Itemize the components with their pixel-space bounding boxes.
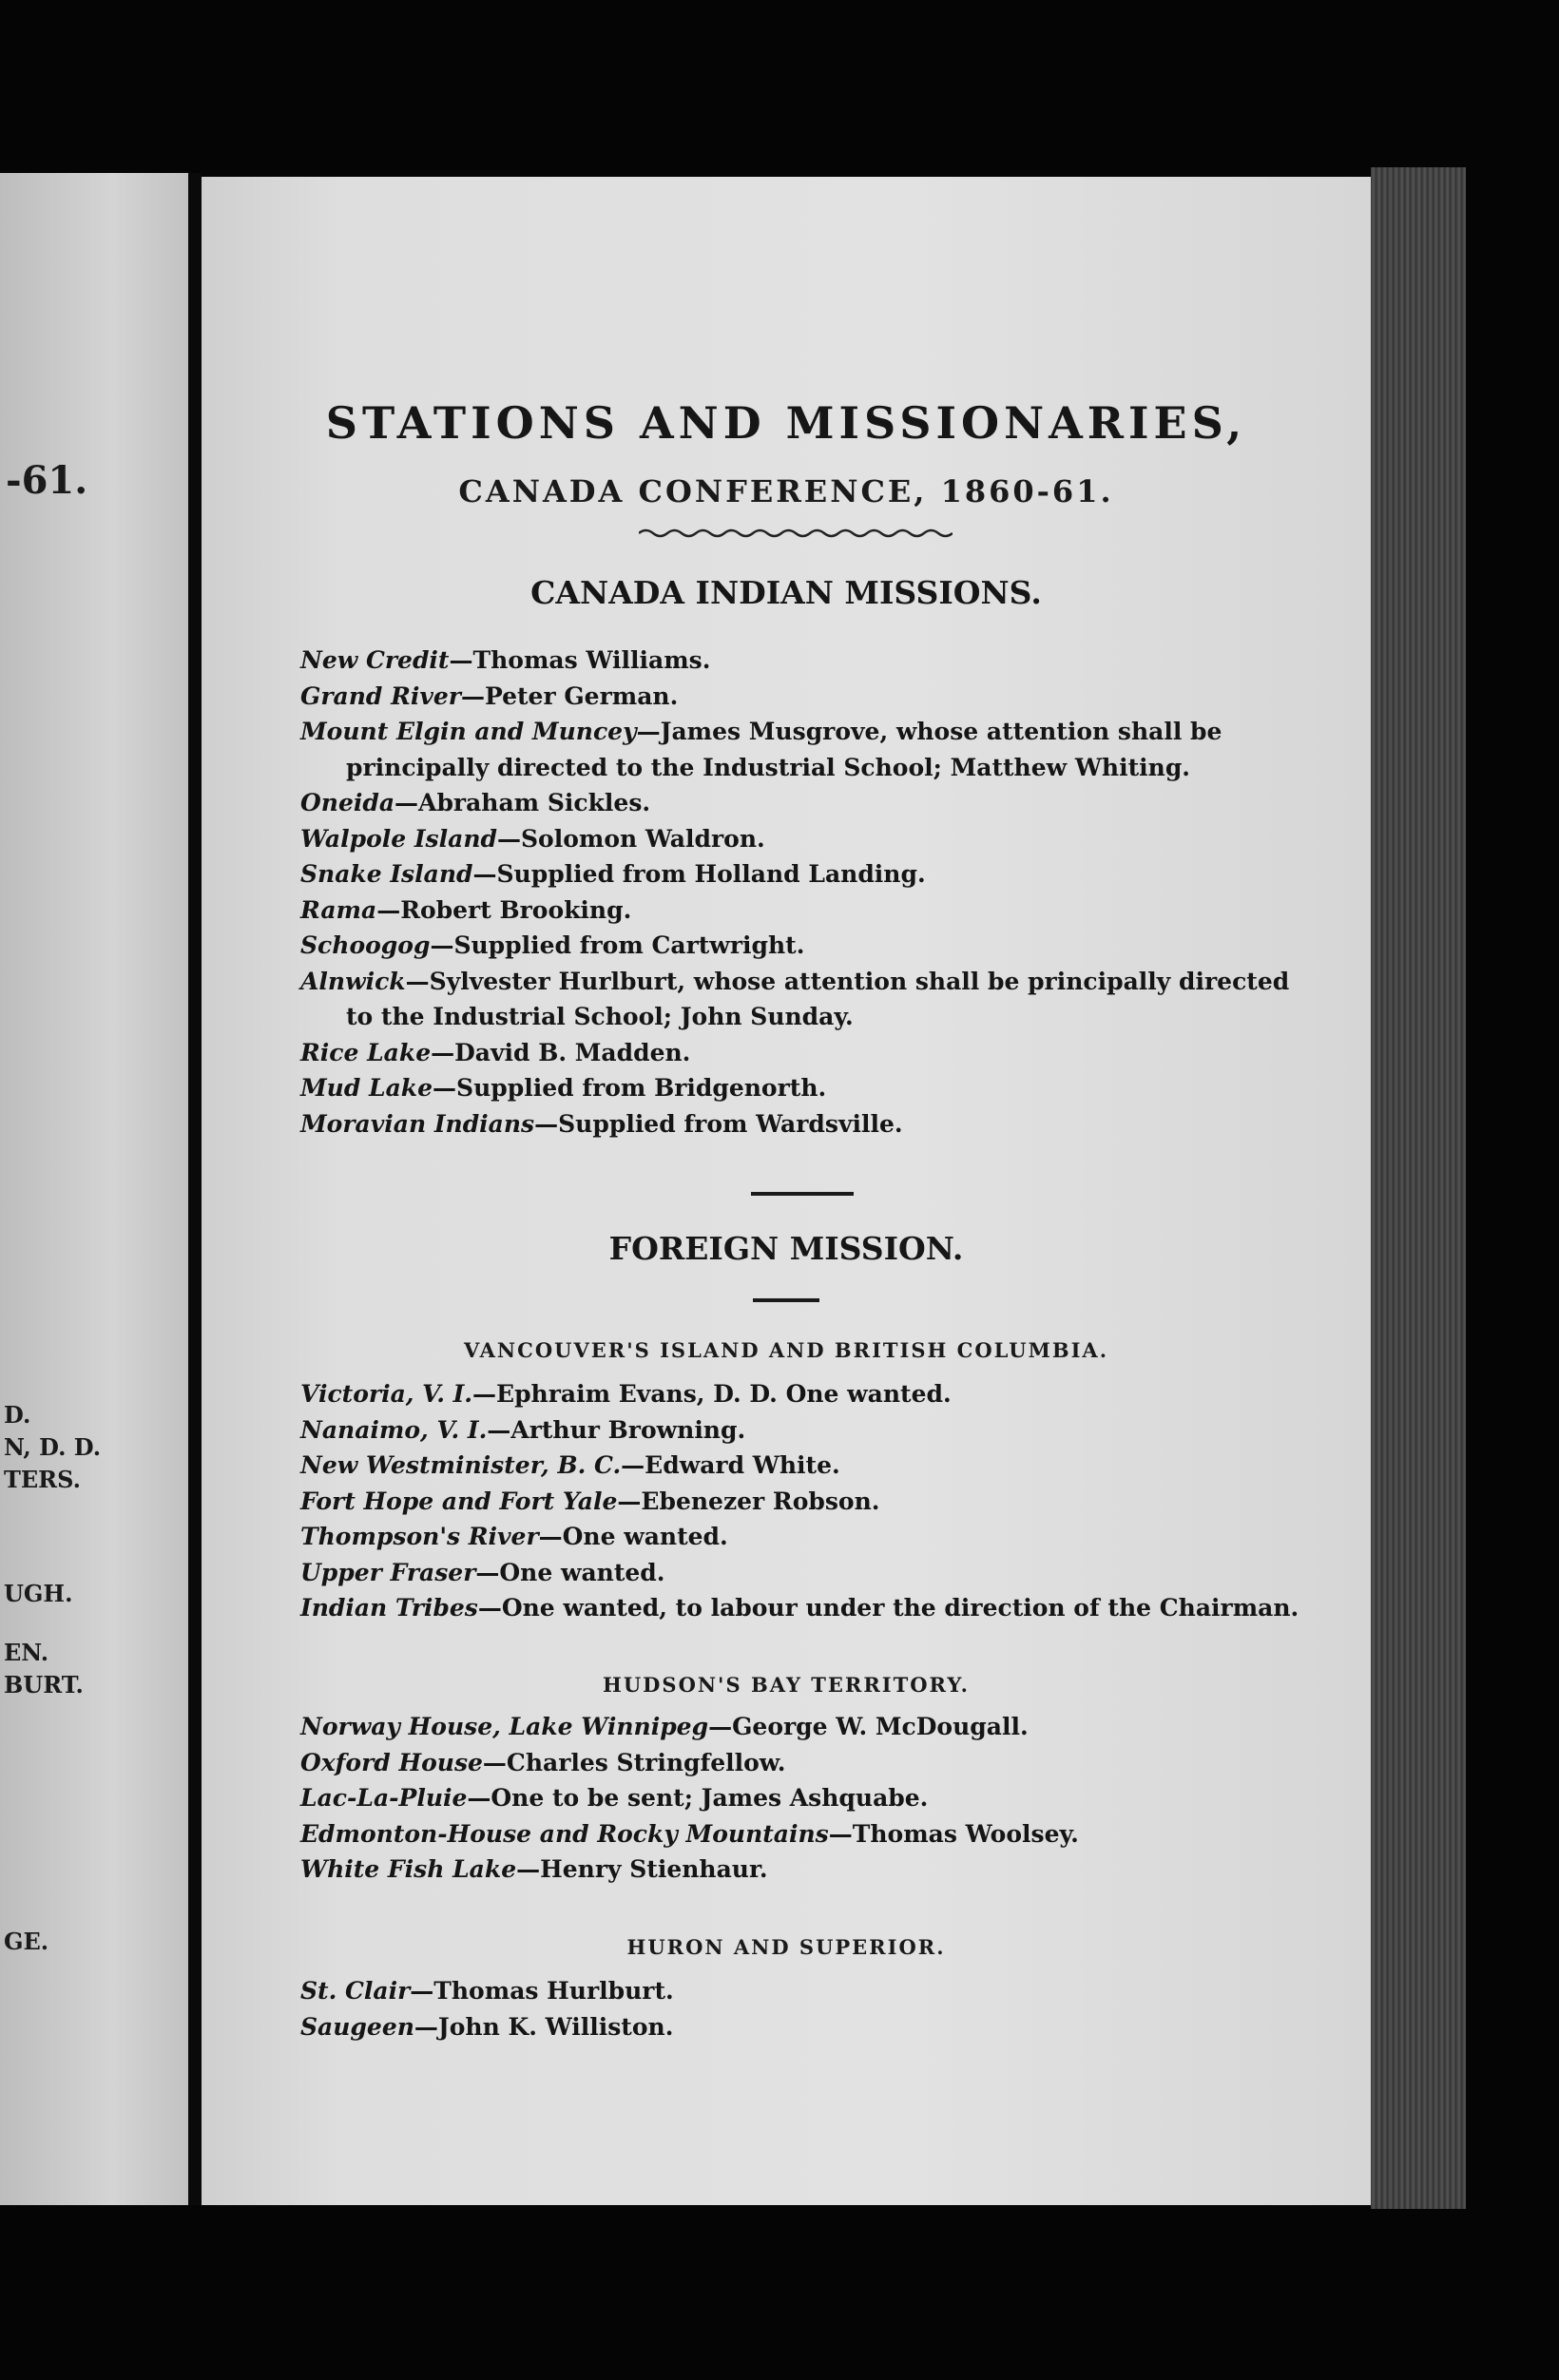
list-item: Snake Island—Supplied from Holland Landing. xyxy=(300,860,926,888)
huron-list xyxy=(300,1973,1318,2044)
indian-missions-list xyxy=(300,643,1318,1142)
page-title: STATIONS AND MISSIONARIES, xyxy=(325,397,1247,449)
left-fragment: EN. xyxy=(4,1639,49,1666)
page-subtitle: CANADA CONFERENCE, 1860-61. xyxy=(458,473,1114,509)
list-item: White Fish Lake—Henry Stienhaur. xyxy=(300,1855,768,1883)
list-item: Upper Fraser—One wanted. xyxy=(300,1558,665,1586)
list-item: St. Clair—Thomas Hurlburt. xyxy=(300,1977,674,2005)
list-item: Alnwick—Sylvester Hurlburt, whose attention shall be principally directed to the Industrial School; John Sunday. xyxy=(300,967,1290,1030)
list-item: Victoria, V. I.—Ephraim Evans, D. D. One wanted. xyxy=(300,1380,952,1408)
hudson-list xyxy=(300,1709,1318,1888)
list-item: Moravian Indians—Supplied from Wardsville. xyxy=(300,1109,903,1138)
subsection-heading-huron: HURON AND SUPERIOR. xyxy=(626,1935,946,1959)
list-item: Oxford House—Charles Stringfellow. xyxy=(300,1748,786,1776)
list-item: Saugeen—John K. Williston. xyxy=(300,2012,674,2041)
list-item: Rama—Robert Brooking. xyxy=(300,895,632,924)
list-item: New Westminister, B. C.—Edward White. xyxy=(300,1451,840,1479)
left-fragment: D. xyxy=(4,1401,31,1429)
list-item: Grand River—Peter German. xyxy=(300,681,679,710)
left-fragment: N, D. D. xyxy=(4,1433,102,1461)
left-fragment: BURT. xyxy=(4,1671,84,1699)
list-item: Indian Tribes—One wanted, to labour under the direction of the Chairman. xyxy=(300,1594,1299,1622)
list-item: Nanaimo, V. I.—Arthur Browning. xyxy=(300,1415,746,1444)
list-item: New Credit—Thomas Williams. xyxy=(300,646,711,674)
subsection-heading-vancouver: VANCOUVER'S ISLAND AND BRITISH COLUMBIA. xyxy=(463,1338,1109,1362)
section-heading-foreign: FOREIGN MISSION. xyxy=(608,1230,964,1267)
list-item: Lac-La-Pluie—One to be sent; James Ashquabe. xyxy=(300,1784,929,1812)
subsection-heading-hudson: HUDSON'S BAY TERRITORY. xyxy=(603,1673,970,1697)
left-page-fragment xyxy=(0,173,188,2205)
list-item: Walpole Island—Solomon Waldron. xyxy=(300,824,765,853)
vancouver-list xyxy=(300,1376,1318,1626)
section-rule xyxy=(753,1298,819,1302)
list-item: Schoogog—Supplied from Cartwright. xyxy=(300,931,805,959)
left-fragment: TERS. xyxy=(4,1466,81,1493)
list-item: Fort Hope and Fort Yale—Ebenezer Robson. xyxy=(300,1487,880,1515)
wavy-divider xyxy=(639,527,953,540)
list-item: Rice Lake—David B. Madden. xyxy=(300,1038,691,1066)
book-gutter xyxy=(188,173,202,2205)
list-item: Edmonton-House and Rocky Mountains—Thomas Woolsey. xyxy=(300,1819,1079,1848)
left-fragment: -61. xyxy=(6,458,88,503)
list-item: Mount Elgin and Muncey—James Musgrove, whose attention shall be principally directed to the Industrial School; Matthew Whiting. xyxy=(300,718,1222,781)
left-fragment: UGH. xyxy=(4,1580,73,1607)
page-edges xyxy=(1371,167,1466,2209)
section-heading-indian: CANADA INDIAN MISSIONS. xyxy=(530,574,1042,611)
list-item: Thompson's River—One wanted. xyxy=(300,1523,728,1550)
list-item: Oneida—Abraham Sickles. xyxy=(300,789,651,816)
document-page xyxy=(202,177,1371,2205)
list-item: Mud Lake—Supplied from Bridgenorth. xyxy=(300,1074,827,1102)
list-item: Norway House, Lake Winnipeg—George W. McDougall. xyxy=(300,1713,1029,1740)
section-rule xyxy=(751,1192,854,1196)
left-fragment: GE. xyxy=(4,1928,49,1955)
